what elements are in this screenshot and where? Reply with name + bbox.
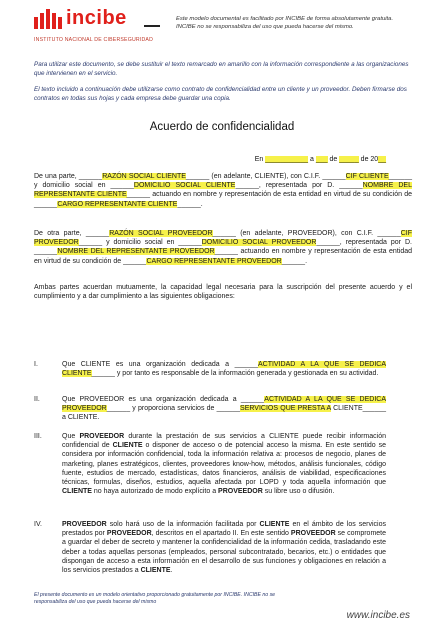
bold-term: CLIENTE bbox=[259, 521, 290, 528]
bold-term: PROVEEDOR bbox=[62, 521, 107, 528]
date-place-blank: ___________ bbox=[265, 156, 309, 163]
date-de: de bbox=[329, 156, 338, 163]
text-segment: en el ámbito de los servicios prestados por bbox=[62, 521, 386, 538]
date-month-blank: _____ bbox=[339, 156, 359, 163]
clause-number: II. bbox=[34, 396, 40, 403]
client-activity-placeholder: ACTIVIDAD A LA QUE SE DEDICA CLIENTE bbox=[62, 361, 387, 378]
text-segment: CLIENTE______ a CLIENTE. bbox=[62, 405, 386, 422]
text-segment: ______ y proporciona servicios de ______ bbox=[106, 405, 241, 413]
footer-disclaimer: El presente documento es un modelo orientativo proporcionado gratuitamente por INCIBE. INCIBE no se responsabiliza del uso que pueda hacerse del mismo bbox=[34, 592, 276, 605]
text-segment: durante la prestación de sus servicios a CLIENTE puede recibir información confidencial de bbox=[62, 433, 386, 450]
clause-2 bbox=[34, 395, 386, 423]
date-de-20: de 20 bbox=[360, 156, 379, 163]
bold-term: CLIENTE bbox=[62, 488, 92, 496]
date-line bbox=[255, 156, 386, 163]
bold-term: PROVEEDOR bbox=[218, 488, 263, 496]
text-segment: ______ actuando en nombre y representación de esta entidad en virtud de su condición de ______ bbox=[34, 248, 412, 265]
text-segment: ______ y por tanto es responsable de la información generada y gestionada en su actividad. bbox=[91, 370, 379, 378]
text-segment: Que bbox=[62, 433, 80, 440]
text-segment: , descritos en el apartado II. En este sentido bbox=[151, 530, 291, 538]
text-segment: De una parte, ______ bbox=[34, 173, 103, 180]
client-cif-placeholder: CIF CLIENTE bbox=[345, 173, 389, 180]
text-segment: Que CLIENTE es una organización dedicada a ______ bbox=[62, 361, 258, 368]
text-segment: ______ y domicilio social en ______ bbox=[34, 173, 412, 190]
bold-term: PROVEEDOR bbox=[79, 433, 125, 440]
text-segment: no haya autorizado de modo explícito a bbox=[91, 488, 219, 496]
date-a: a bbox=[310, 156, 314, 163]
footer-website-link[interactable]: www.incibe.es bbox=[346, 610, 410, 621]
provider-activity-placeholder: ACTIVIDAD A LA QUE SE DEDICA PROVEEDOR bbox=[62, 396, 386, 413]
document-title: Acuerdo de confidencialidad bbox=[149, 121, 295, 133]
clause-1 bbox=[34, 360, 387, 378]
agreement-intro-paragraph: Ambas partes acuerdan mutuamente, la capacidad legal necesaria para la suscripción del presente acuerdo y el cumplimiento y a dar cumplimiento a las siguientes obligaciones: bbox=[34, 284, 412, 301]
client-position-placeholder: CARGO REPRESENTANTE CLIENTE bbox=[57, 200, 178, 208]
clause-number: III. bbox=[34, 433, 42, 440]
intro-note-1: Para utilizar este documento, se debe sustituir el texto remarcado en amarillo con la información correspondiente a las organizaciones que intervienen en el servicio. bbox=[34, 61, 409, 77]
provider-position-placeholder: CARGO REPRESENTANTE PROVEEDOR bbox=[146, 257, 282, 265]
text-segment: ______ y domicilio social en ______ bbox=[78, 239, 202, 247]
text-segment: . bbox=[170, 567, 173, 575]
text-segment: ______, representada por D. ______ bbox=[34, 239, 412, 256]
text-segment: ______ (en adelante, CLIENTE), con C.I.F. ______ bbox=[185, 173, 346, 180]
provider-cif-placeholder: CIF PROVEEDOR bbox=[34, 230, 412, 247]
text-segment: ______. bbox=[281, 257, 308, 265]
provider-party-paragraph bbox=[34, 229, 412, 266]
bold-term: PROVEEDOR bbox=[290, 530, 336, 538]
date-year-blank: __ bbox=[378, 156, 386, 163]
intro-note-2: El texto incluido a continuación debe utilizarse como contrato de confidencialidad entre un cliente y un proveedor. Deben firmarse dos contratos en todas sus hojas y cada empresa debe guardar una copia. bbox=[34, 86, 407, 102]
header-disclaimer: Este modelo documental es facilitado por INCIBE de forma absolutamente gratuita. INCIBE no se responsabiliza del uso que pueda hacerse del mismo. bbox=[176, 16, 394, 30]
provider-address-placeholder: DOMICILIO SOCIAL PROVEEDOR bbox=[201, 239, 317, 247]
text-segment: ______. bbox=[177, 200, 203, 208]
clause-4 bbox=[34, 520, 387, 575]
text-segment: o disponer de acceso o de potencial acceso la misma. En este sentido se considera por información confidencial, toda la información relativa a: procesos de negocio, planes de marketing, planes estratégicos, clientes, proveedores know-how, métodos, análisis funcionales, código fuente, estudios de mercado, estadísticas, datos financieros, análisis de viabilidad, especificaciones técnicas, formulas, diseños, estudios, aquella afectada por LOPD y toda aquella información que bbox=[62, 442, 386, 487]
client-representative-placeholder: NOMBRE DEL REPRESENTANTE CLIENTE bbox=[34, 182, 412, 199]
clause-number: IV. bbox=[34, 521, 42, 528]
bold-term: CLIENTE bbox=[112, 442, 143, 450]
text-segment: ______, representada por D. ______ bbox=[235, 182, 363, 190]
logo-subtitle: INSTITUTO NACIONAL DE CIBERSEGURIDAD bbox=[34, 37, 154, 43]
client-address-placeholder: DOMICILIO SOCIAL CLIENTE bbox=[133, 182, 236, 190]
text-segment: se compromete a guardar el deber de secreto y mantener la confidencialidad de la información cedida, trasladando este deber a todas aquellas personas (empleados, personal subcontratado, becarios, etc.) o entidades que dispongan de acceso a esta información en el desarrollo de sus funciones y obligaciones en relación a los servicios prestados a bbox=[62, 530, 387, 575]
incibe-logo-mark-icon bbox=[34, 9, 64, 31]
logo-text: incibe bbox=[66, 7, 127, 29]
date-en: En bbox=[254, 156, 264, 163]
text-segment: solo hará uso de la información facilitada por bbox=[106, 521, 260, 528]
client-party-paragraph bbox=[34, 172, 412, 209]
clause-number: I. bbox=[34, 361, 38, 368]
provider-services-placeholder: SERVICIOS QUE PRESTA A bbox=[240, 405, 331, 413]
text-segment: su libre uso o difusión. bbox=[262, 488, 335, 496]
bold-term: CLIENTE bbox=[140, 567, 171, 575]
text-segment: Que PROVEEDOR es una organización dedicada a ______ bbox=[62, 396, 265, 403]
bold-term: PROVEEDOR bbox=[106, 530, 152, 538]
logo-underline bbox=[144, 25, 160, 27]
client-name-placeholder: RAZÓN SOCIAL CLIENTE bbox=[102, 173, 186, 180]
provider-name-placeholder: RAZÓN SOCIAL PROVEEDOR bbox=[109, 230, 213, 237]
text-segment: ______ (en adelante, PROVEEDOR), con C.I.F. ______ bbox=[212, 230, 401, 237]
text-segment: ______ actuando en nombre y representación de esta entidad en virtud de su condición de ______ bbox=[34, 191, 412, 208]
incibe-logo[interactable] bbox=[34, 6, 164, 44]
date-day-blank: ___ bbox=[315, 156, 328, 163]
clause-3 bbox=[34, 432, 386, 496]
provider-representative-placeholder: NOMBRE DEL REPRESENTANTE PROVEEDOR bbox=[57, 248, 215, 256]
text-segment: De otra parte, ______ bbox=[34, 230, 110, 237]
